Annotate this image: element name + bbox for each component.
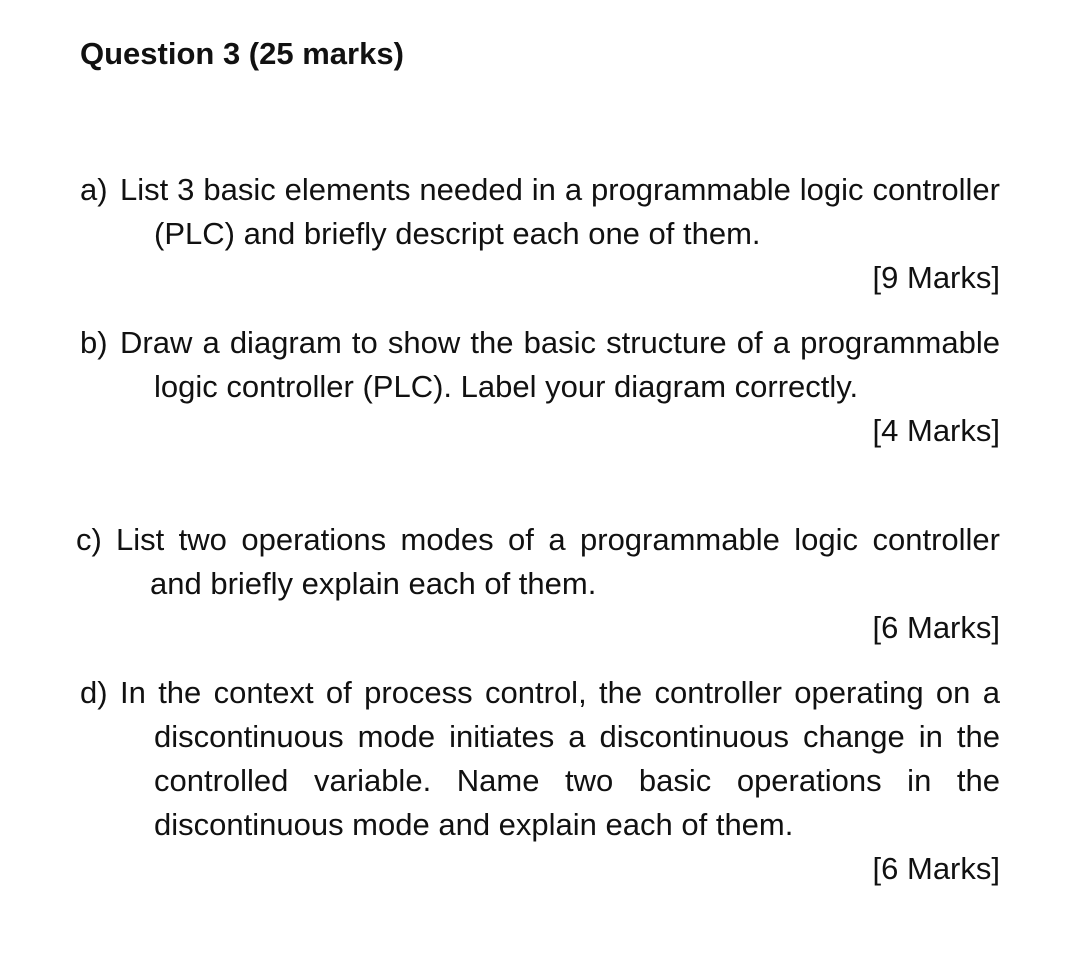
question-c-body <box>76 518 1000 606</box>
question-b-label: b) <box>80 325 108 360</box>
question-title: Question 3 (25 marks) <box>80 36 404 71</box>
question-part-a <box>80 168 1000 300</box>
question-d-text: In the context of process control, the controller operating on a discontinuous mode initiates a discontinuous change in the controlled variable. Name two basic operations in the discontinuous mode and explain each of them. <box>120 675 1000 842</box>
question-a-body <box>80 168 1000 256</box>
question-d-body <box>80 671 1000 847</box>
question-part-b <box>80 321 1000 453</box>
question-a-text: List 3 basic elements needed in a programmable logic controller (PLC) and briefly descript each one of them. <box>120 172 1000 251</box>
question-a-marks: [9 Marks] <box>872 260 1000 295</box>
question-d-marks: [6 Marks] <box>872 851 1000 886</box>
question-part-c <box>76 518 1000 650</box>
question-b-text: Draw a diagram to show the basic structure of a programmable logic controller (PLC). Label your diagram correctly. <box>120 325 1000 404</box>
question-d-label: d) <box>80 675 108 710</box>
question-b-body <box>80 321 1000 409</box>
question-a-label: a) <box>80 172 108 207</box>
question-b-marks: [4 Marks] <box>872 413 1000 448</box>
question-c-text: List two operations modes of a programmable logic controller and briefly explain each of them. <box>116 522 1000 601</box>
question-part-d <box>80 671 1000 891</box>
question-c-label: c) <box>76 522 102 557</box>
question-c-marks: [6 Marks] <box>872 610 1000 645</box>
